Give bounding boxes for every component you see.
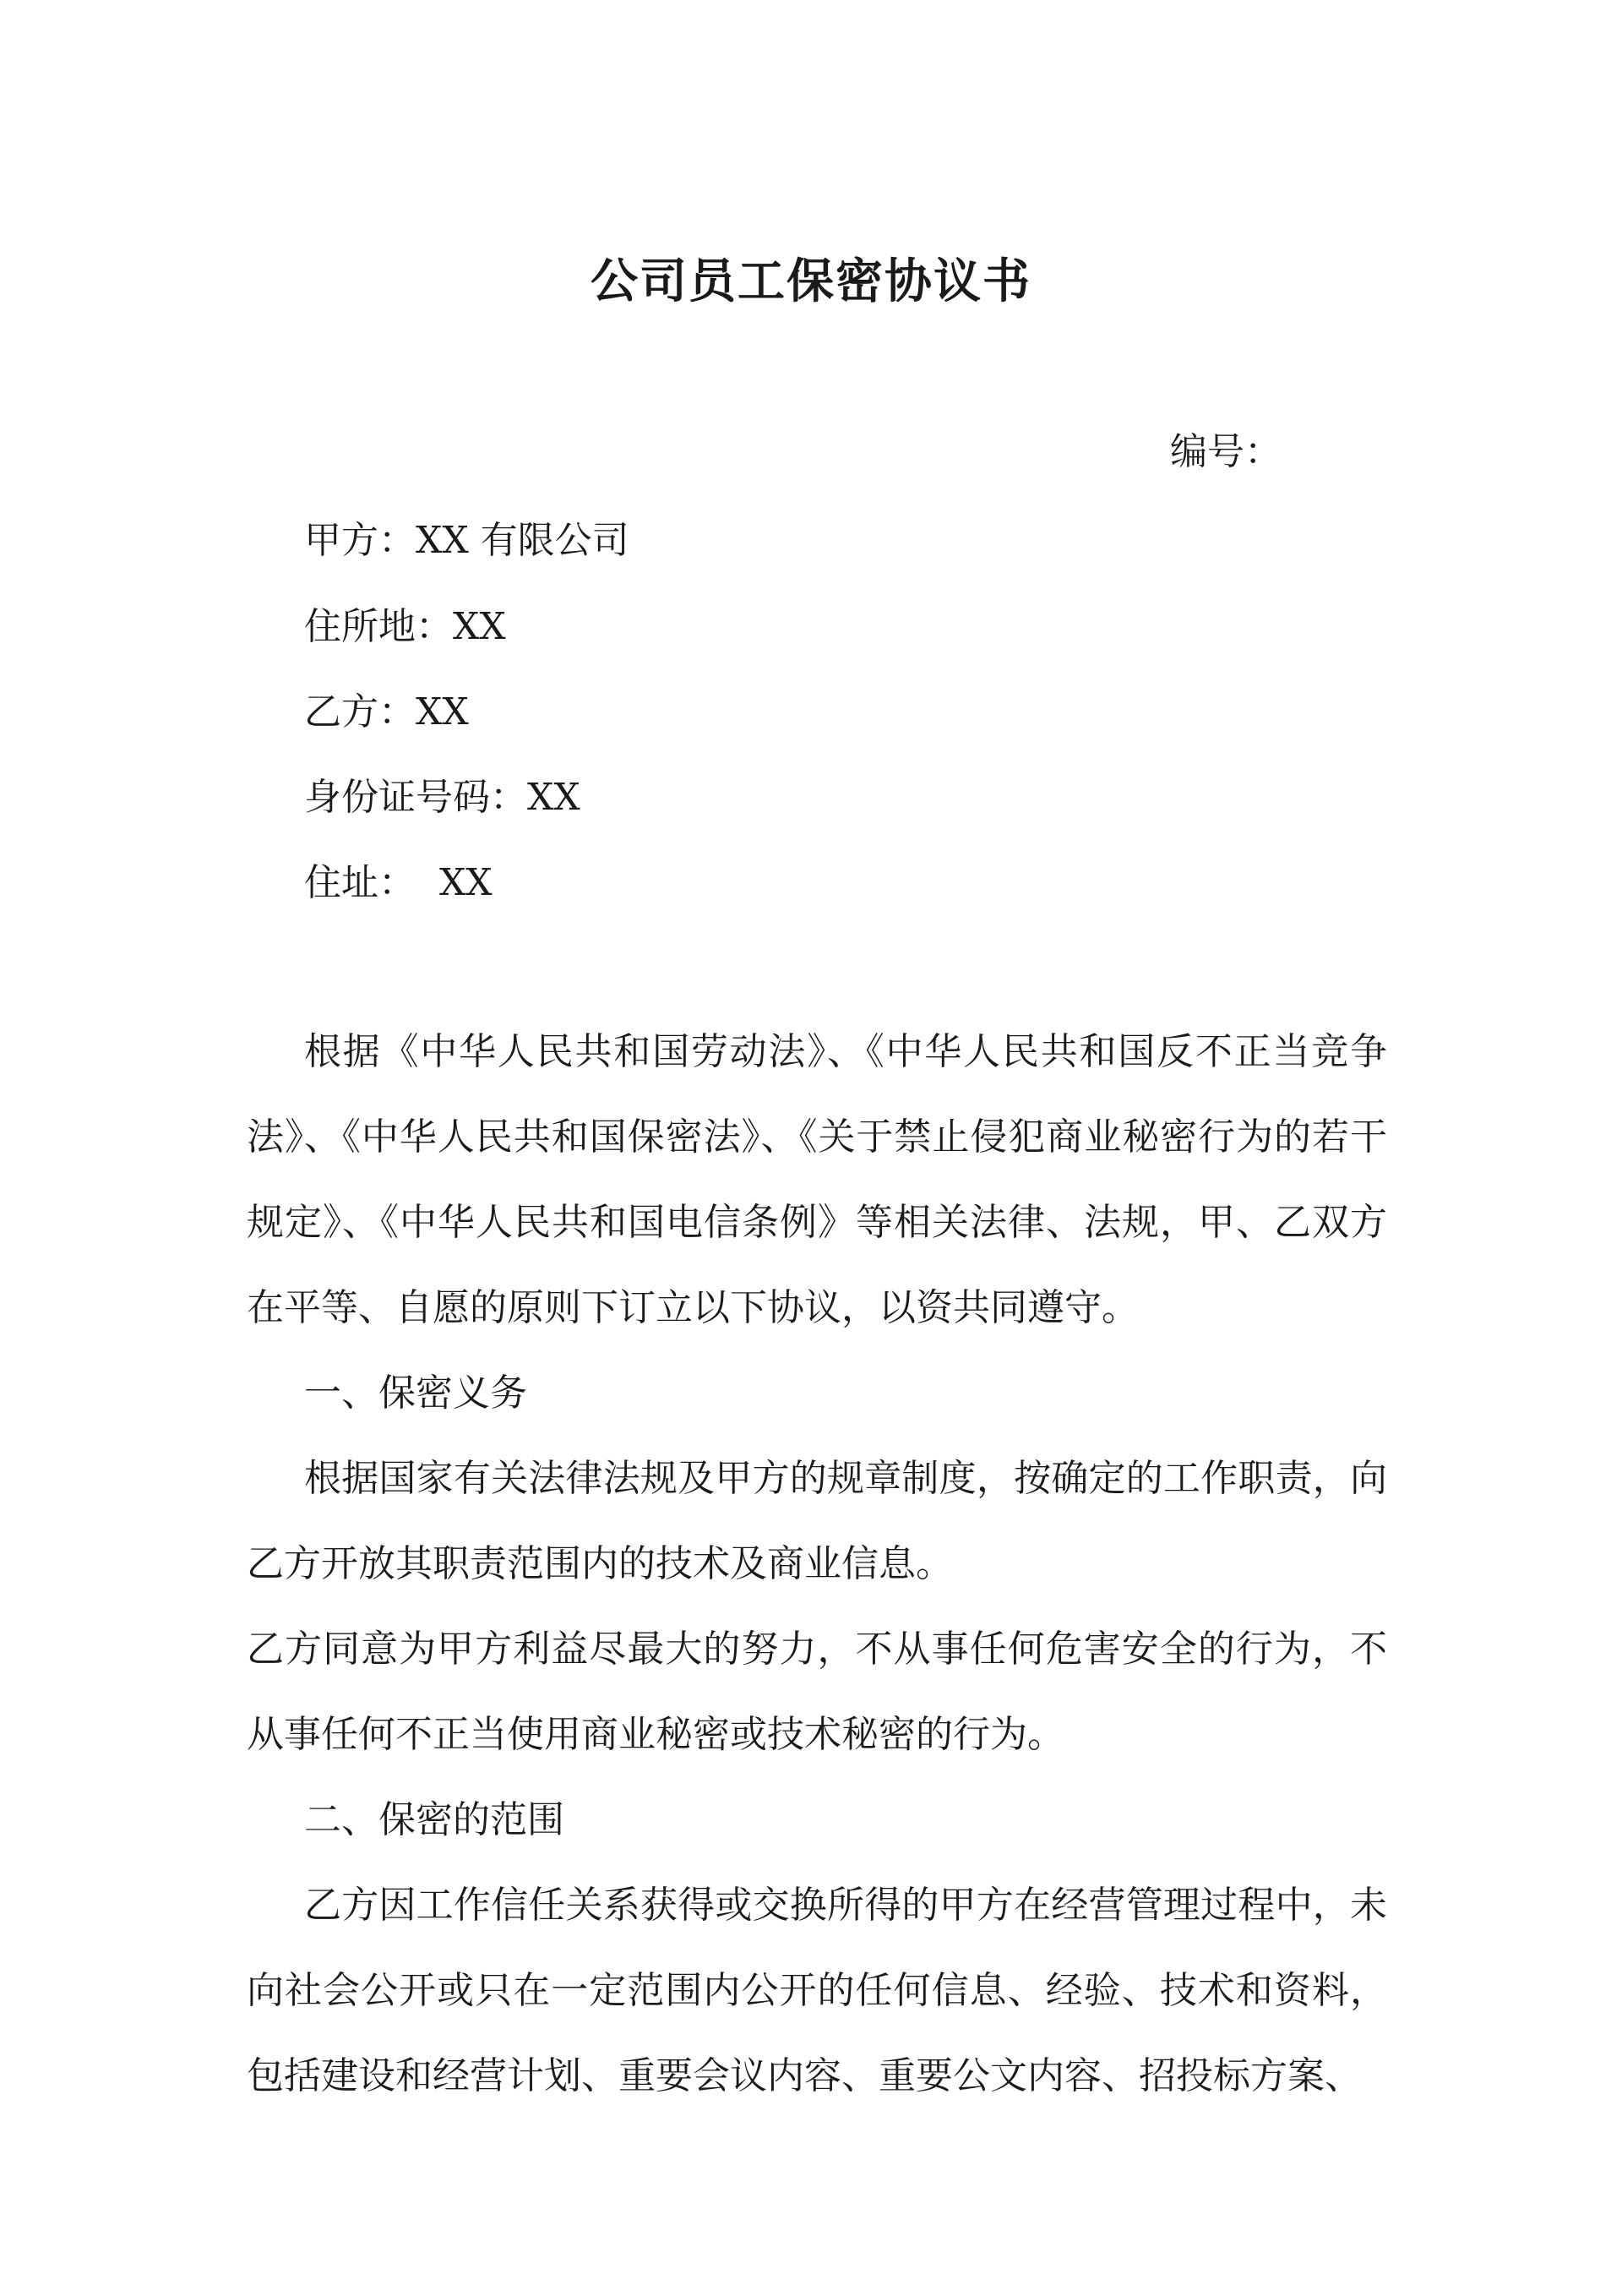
- preamble-paragraph: 根据《中华人民共和国劳动法》、《中华人民共和国反不正当竞争法》、《中华人民共和国保密法》、《关于禁止侵犯商业秘密行为的若干规定》、《中华人民共和国电信条例》等相关法律、法规，甲、乙双方在平等、自愿的原则下订立以下协议，以资共同遵守。: [247, 1030, 1387, 1329]
- serial-number-label: 编号：: [1170, 430, 1282, 473]
- id-number-line: 身份证号码：XX: [304, 776, 580, 819]
- party-a-line: 甲方：XX 有限公司: [304, 519, 629, 562]
- party-a-address-line: 住所地：XX: [304, 605, 506, 648]
- section-heading-confidentiality-obligation: 一、保密义务: [304, 1372, 527, 1415]
- section1-paragraph-1: 根据国家有关法律法规及甲方的规章制度，按确定的工作职责，向乙方开放其职责范围内的技术及商业信息。: [247, 1457, 1387, 1585]
- document-title: 公司员工保密协议书: [591, 254, 1031, 309]
- agreement-body: [247, 1009, 1387, 2119]
- section2-paragraph-1: 乙方因工作信任关系获得或交换所得的甲方在经营管理过程中，未向社会公开或只在一定范围内公开的任何信息、经验、技术和资料，包括建设和经营计划、重要会议内容、重要公文内容、招投标方案、: [247, 1884, 1387, 2097]
- party-b-address-line: 住址： XX: [304, 861, 493, 904]
- section1-paragraph-2: 乙方同意为甲方利益尽最大的努力，不从事任何危害安全的行为，不从事任何不正当使用商业秘密或技术秘密的行为。: [247, 1628, 1387, 1756]
- section-heading-confidentiality-scope: 二、保密的范围: [304, 1798, 564, 1841]
- party-b-line: 乙方：XX: [304, 690, 469, 734]
